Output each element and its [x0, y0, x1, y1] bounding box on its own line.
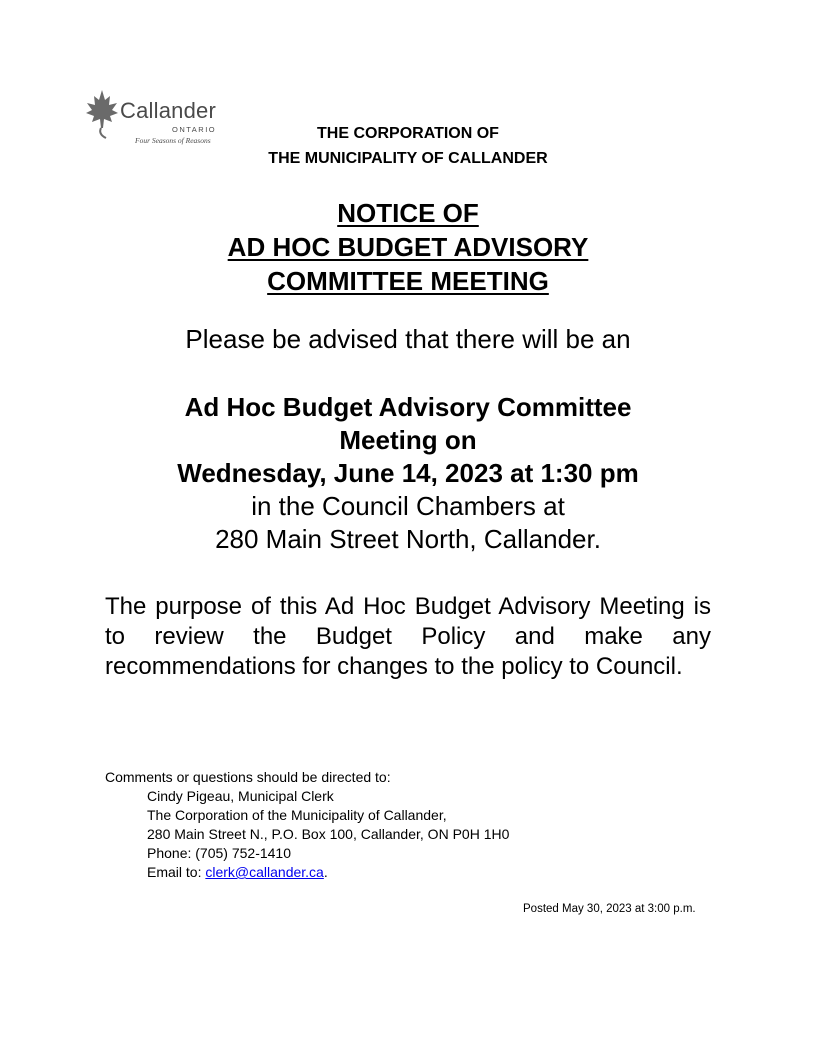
logo-name: Callander	[120, 98, 216, 123]
contact-email-label: Email to:	[147, 864, 206, 880]
contact-email-suffix: .	[323, 864, 328, 880]
corporation-line-2: THE MUNICIPALITY OF CALLANDER	[268, 150, 548, 167]
meeting-location-line-1: in the Council Chambers at	[251, 491, 565, 521]
intro-text: Please be advised that there will be an	[185, 324, 631, 354]
contact-organization: The Corporation of the Municipality of Callander,	[147, 807, 447, 823]
notice-title-line-2: AD HOC BUDGET ADVISORY	[227, 232, 589, 262]
contact-email-link[interactable]: clerk@callander.ca	[205, 864, 324, 880]
meeting-name-line-2: Meeting on	[339, 425, 477, 455]
contact-email-line	[105, 863, 725, 882]
meeting-name-line-1: Ad Hoc Budget Advisory Committee	[184, 392, 632, 422]
contact-name: Cindy Pigeau, Municipal Clerk	[147, 788, 334, 804]
contact-block	[105, 768, 725, 882]
notice-title	[0, 196, 816, 298]
notice-title-line-3: COMMITTEE MEETING	[267, 266, 549, 296]
contact-address: 280 Main Street N., P.O. Box 100, Callander, ON P0H 1H0	[147, 826, 510, 842]
meeting-details	[0, 391, 816, 556]
corporation-line-1: THE CORPORATION OF	[317, 125, 499, 142]
corporation-header	[0, 121, 816, 171]
notice-title-line-1: NOTICE OF	[337, 198, 479, 228]
contact-phone: Phone: (705) 752-1410	[147, 845, 291, 861]
posted-date: Posted May 30, 2023 at 3:00 p.m.	[523, 903, 696, 915]
meeting-location-line-2: 280 Main Street North, Callander.	[215, 524, 601, 554]
purpose-paragraph: The purpose of this Ad Hoc Budget Advisory Meeting is to review the Budget Policy and make any recommendations for changes to the policy to Council.	[105, 593, 711, 680]
logo-province: ONTARIO	[172, 125, 217, 134]
meeting-datetime: Wednesday, June 14, 2023 at 1:30 pm	[177, 458, 639, 488]
logo-tagline: Four Seasons of Reasons	[135, 136, 211, 145]
contact-intro: Comments or questions should be directed to:	[105, 769, 391, 785]
